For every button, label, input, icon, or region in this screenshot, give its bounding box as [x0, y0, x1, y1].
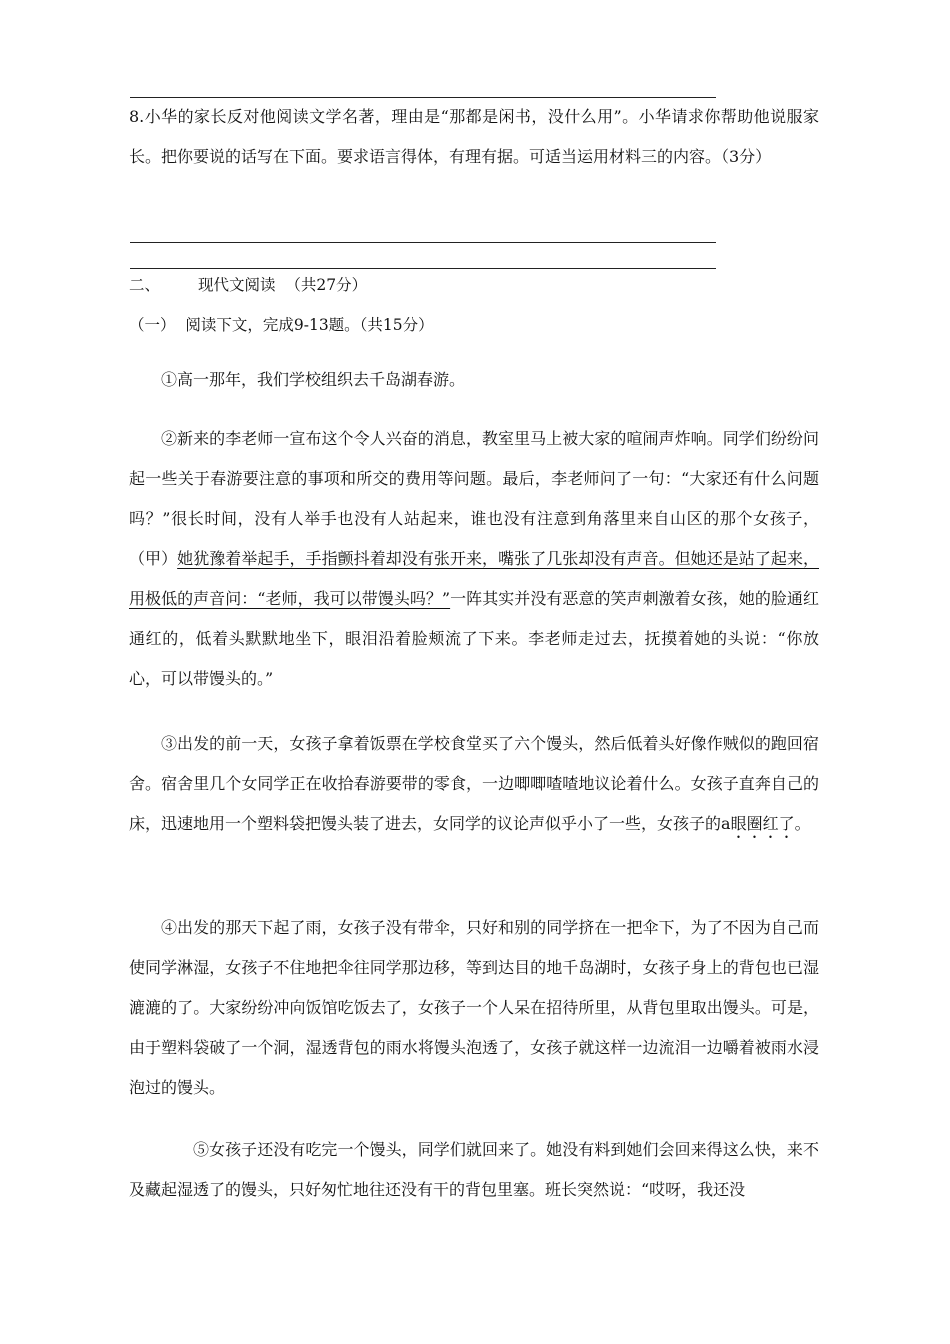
paragraph-2 [129, 419, 819, 699]
paragraph-4: ④出发的那天下起了雨，女孩子没有带伞，只好和别的同学挤在一把伞下，为了不因为自己而使同学淋湿，女孩子不住地把伞往同学那边移，等到达目的地千岛湖时，女孩子身上的背包也已湿漉漉的了。大家纷纷冲向饭馆吃饭去了，女孩子一个人呆在招待所里，从背包里取出馒头。可是，由于塑料袋破了一个洞，湿透背包的雨水将馒头泡透了，女孩子就这样一边流泪一边嚼着被雨水浸泡过的馒头。 [129, 918, 819, 1097]
question-8 [129, 97, 819, 177]
paragraph-3-end: 。 [794, 814, 811, 833]
paragraph-5: ⑤女孩子还没有吃完一个馒头，同学们就回来了。她没有料到她们会回来得这么快，来不及藏起湿透了的馒头，只好匆忙地往还没有干的背包里塞。班长突然说：“哎呀，我还没 [129, 1140, 819, 1199]
paragraph-2-text: ②新来的李老师一宣布这个令人兴奋的消息，教室里马上被大家的喧闹声炸响。同学们纷纷问起一些关于春游要注意的事项和所交的费用等问题。最后，李老师问了一句：“大家还有什么问题吗？”很长时间，没有人举手也没有人站起来，谁也没有注意到角落里来自山区的那个女孩子，（甲） [129, 429, 819, 568]
underlined-sentence-jia: 她犹豫着举起手，手指颤抖着却没有张开来，嘴张了几张却没有声音。但她还是站了起来，用极低的声音问：“老师，我可以带馒头吗？” [129, 549, 819, 608]
answer-line [130, 268, 716, 269]
section-number: 二、 [129, 276, 161, 294]
question-8-text: 8.小华的家长反对他阅读文学名著，理由是“那都是闲书，没什么用”。小华请求你帮助他说服家长。把你要说的话写在下面。要求语言得体，有理有据。可适当运用材料三的内容。（3分） [129, 107, 819, 166]
answer-line [130, 242, 716, 243]
marker-a: a [721, 814, 731, 833]
paragraph-3 [129, 724, 819, 844]
part-heading: （一） 阅读下文，完成9-13题。（共15分） [129, 316, 434, 334]
paragraph-2-rest: 一阵其实并没有恶意的笑声刺激着女孩，她的脸通红通红的，低着头默默地坐下，眼泪沿着脸颊流了下来。李老师走过去，抚摸着她的头说：“你放心，可以带馒头的。” [129, 589, 819, 688]
paragraph-3-text: ③出发的前一天，女孩子拿着饭票在学校食堂买了六个馒头，然后低着头好像作贼似的跑回宿舍。宿舍里几个女同学正在收拾春游要带的零食，一边唧唧喳喳地议论着什么。女孩子直奔自己的床，迅速地用一个塑料袋把馒头装了进去，女同学的议论声似乎小了一些，女孩子的 [129, 734, 819, 833]
paragraph-1: ①高一那年，我们学校组织去千岛湖春游。 [161, 370, 466, 389]
dotted-phrase: 眼圈红了 [730, 814, 795, 833]
section-heading [129, 271, 367, 299]
section-title: 现代文阅读 （共27分） [198, 276, 368, 294]
